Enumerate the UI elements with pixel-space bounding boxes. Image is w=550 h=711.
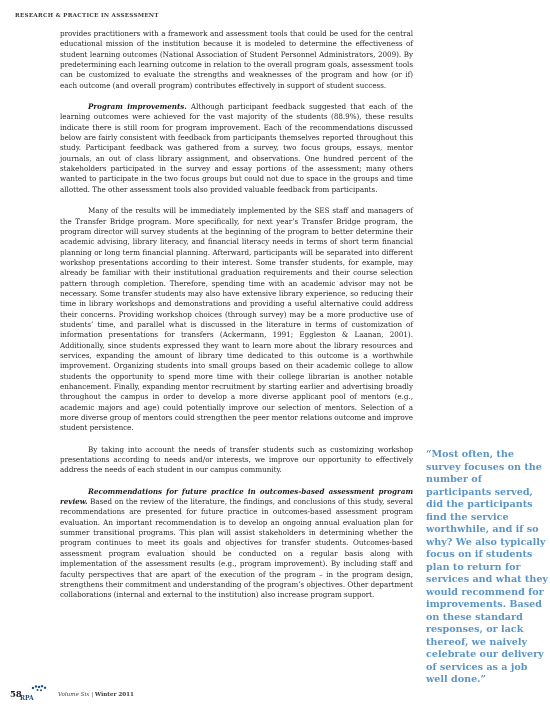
body-paragraph [60,29,413,91]
page-number: 58 [10,690,22,700]
pull-quote: “Most often, the survey focuses on the number of participants served, did the participants find the service worthwhile, and if so why? We also typically focus on if students plan to return for services and what they would recommend for improvements. Based on these standard responses, or lack thereof, we naively celebrate our delivery of services as a job well done.” [426,449,549,685]
body-paragraph [60,102,413,195]
article-body [60,29,413,612]
paragraph-text: By taking into account the needs of transfer students such as customizing workshop presentations according to needs and/or interests, we improve our opportunity to effectively address the needs of each student in our campus community. [60,444,413,475]
body-paragraph [60,445,413,476]
paragraph-text: Although participant feedback suggested that each of the learning outcomes were achieved for the vast majority of the students (88.9%), these results indicate there is still room for program improvement. Each of the recommendations discussed below are fairly consistent with feedback from participants themselves reported throughout this study. Participant feedback was gathered from a survey, two focus groups, essays, mentor journals, an out of class library assignment, and observations. One hundred percent of the stakeholders participated in the survey and essay portions of the assessment; many others wanted to participate in the two focus groups but could not due to space in the groups and time allotted. The other assessment tools also provided valuable feedback from participants. [60,102,413,194]
volume-label: Volume Six [58,692,90,698]
running-head: RESEARCH & PRACTICE IN ASSESSMENT [15,13,159,19]
body-paragraph [60,206,413,434]
paragraph-text: provides practitioners with a framework and assessment tools that could be used for the central educational mission of the institution because it is modeled to determine the effectiveness of student learning outcomes (National Association of Student Personnel Administrators, 2009). By predetermining each learning outcome in relation to the overall program goals, assessment tools can be customized to evaluate the strengths and weaknesses of the program and how (or if) each outcome (and overall program) contributes effectively in support of student success. [60,29,413,90]
page-footer [10,684,310,704]
issue-info [58,692,134,698]
logo-text: RPA [20,695,34,702]
run-in-heading: Program improvements. [88,102,187,112]
separator: | [89,692,95,698]
paragraph-text: Based on the review of the literature, the findings, and conclusions of this study, several recommendations are presented for future practice in outcomes-based assessment program evaluation. An important recommendation is to develop an ongoing annual evaluation plan for summer transitional programs. This plan will assist stakeholders in determining whether the program continues to meet its goals and objectives for transfer students. Outcomes-based assessment program evaluation should be conducted on a regular basis along with implementation of the assessment results (e.g., program improvement). By including staff and faculty perspectives that are apart of the execution of the program – in the program design, strengthens their commitment and understanding of the program’s objectives. Other department collaborations (internal and external to the institution) also increase program support. [60,497,413,600]
body-paragraph [60,487,413,601]
season-label: Winter 2011 [94,692,134,698]
paragraph-text: Many of the results will be immediately implemented by the SES staff and managers of the Transfer Bridge program. More specifically, for next year’s Transfer Bridge program, the program director will survey students at the beginning of the program to better determine their academic advising, library literacy, and financial literacy needs in terms of short term financial planning or long term financial planning. Afterward, participants will be separated into different workshop presentations according to their interest. Some transfer students, for example, may already be familiar with their institutional graduation requirements and their course selection pattern through completion. Therefore, spending time with an academic advisor may not be necessary. Some transfer students may also have extensive library experience, so reducing their time in library workshops and demonstrations and providing a useful alternative could address their concerns. Providing workshop choices (through survey) may be a more productive use of students’ time, and parallel what is discussed in the literature in terms of customization of information presentations for transfers (Ackermann, 1991; Eggleston & Laanan, 2001). Additionally, since students expressed they want to learn more about the library resources and services, expanding the amount of library time dedicated to this outcome is a worthwhile improvement. Organizing students into small groups based on their academic college to allow students the opportunity to spend more time with their college librarian is another notable enhancement. Finally, expanding mentor recruitment by starting earlier and advertising broadly throughout the campus in order to develop a more diverse applicant pool of mentors (e.g., academic majors and age) could potentially improve our selection of mentors. Selection of a more diverse group of mentors could strengthen the peer mentor relations outcome and improve student persistence. [60,206,413,433]
run-in-heading: Recommendations for future practice in outcomes-based assessment program review. [60,486,413,507]
